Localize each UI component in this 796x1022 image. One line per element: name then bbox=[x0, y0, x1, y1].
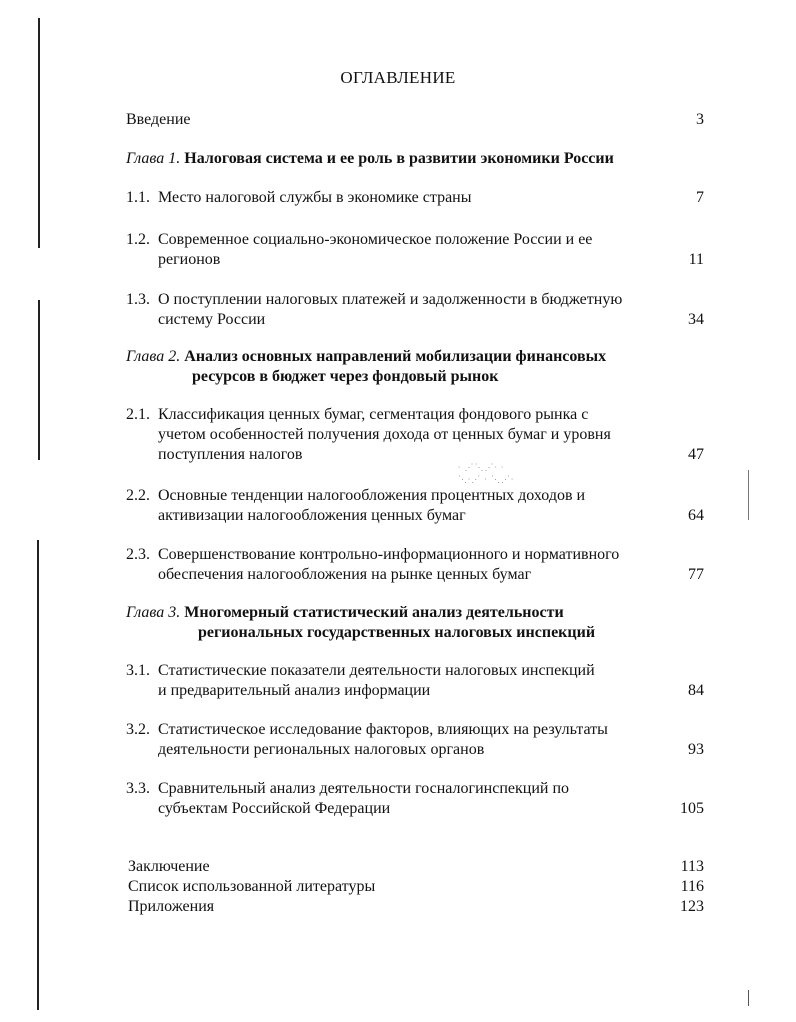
section-number: 2.3. bbox=[126, 546, 150, 563]
chapter-prefix: Глава 1. bbox=[126, 150, 181, 167]
section-number: 2.1. bbox=[126, 406, 150, 423]
scan-noise: ⋱∙⋰ ∙ ⋱⋰∙ bbox=[458, 474, 515, 484]
section-title-line: Классификация ценных бумаг, сегментация фондового рынка с bbox=[158, 406, 589, 423]
section-title-line: Статистические показатели деятельности налоговых инспекций bbox=[158, 662, 595, 679]
chapter-title-line: ресурсов в бюджет через фондовый рынок bbox=[192, 368, 499, 385]
page-number: 105 bbox=[680, 800, 704, 817]
page-number: 34 bbox=[688, 311, 704, 328]
chapter-title-line: региональных государственных налоговых инспекций bbox=[198, 624, 596, 641]
section-title-line: поступления налогов bbox=[158, 446, 303, 463]
chapter-prefix: Глава 3. bbox=[126, 604, 181, 621]
scan-edge-line bbox=[37, 540, 39, 1010]
section-number: 3.1. bbox=[126, 662, 150, 679]
page-number: 3 bbox=[696, 111, 704, 128]
page-number: 84 bbox=[688, 682, 704, 699]
section-title-line: Место налоговой службы в экономике страны bbox=[158, 189, 472, 206]
scan-edge-line bbox=[748, 990, 749, 1006]
page-number: 123 bbox=[680, 898, 704, 915]
section-number: 2.2. bbox=[126, 487, 150, 504]
section-title-line: активизации налогообложения ценных бумаг bbox=[158, 507, 466, 524]
chapter-title-line: Анализ основных направлений мобилизации финансовых bbox=[184, 348, 607, 365]
section-title-line: и предварительный анализ информации bbox=[158, 682, 431, 699]
section-title-line: учетом особенностей получения дохода от ценных бумаг и уровня bbox=[158, 426, 611, 443]
section-number: 1.2. bbox=[126, 231, 150, 248]
scan-edge-line bbox=[38, 18, 40, 248]
page-number: 11 bbox=[688, 251, 704, 268]
section-number: 3.2. bbox=[126, 721, 150, 738]
toc-entry-label: Заключение bbox=[128, 858, 210, 875]
chapter-heading bbox=[126, 603, 564, 623]
section-title-line: деятельности региональных налоговых органов bbox=[158, 741, 485, 758]
section-title-line: регионов bbox=[158, 251, 221, 268]
page-number: 113 bbox=[680, 858, 704, 875]
section-title-line: Статистическое исследование факторов, влияющих на результаты bbox=[158, 721, 608, 738]
section-title-line: Совершенствование контрольно-информационного и нормативного bbox=[158, 546, 620, 563]
page-number: 7 bbox=[696, 189, 704, 206]
section-title-line: Современное социально-экономическое положение России и ее bbox=[158, 231, 593, 248]
chapter-title-line: Налоговая система и ее роль в развитии экономики России bbox=[184, 150, 614, 167]
page-title: ОГЛАВЛЕНИЕ bbox=[340, 68, 456, 87]
chapter-title-line: Многомерный статистический анализ деятельности bbox=[184, 604, 564, 621]
chapter-heading bbox=[126, 149, 614, 169]
section-title-line: Основные тенденции налогообложения процентных доходов и bbox=[158, 487, 586, 504]
section-title-line: систему России bbox=[158, 311, 266, 328]
section-number: 1.3. bbox=[126, 291, 150, 308]
scan-edge-line bbox=[748, 470, 749, 520]
page-number: 93 bbox=[688, 741, 704, 758]
page-number: 64 bbox=[688, 507, 704, 524]
page-number: 77 bbox=[688, 566, 704, 583]
scan-noise: ∙ ⋰⋱⋰∙ ∙ bbox=[458, 462, 505, 472]
chapter-prefix: Глава 2. bbox=[126, 348, 181, 365]
section-title-line: О поступлении налоговых платежей и задолженности в бюджетную bbox=[158, 291, 623, 308]
section-title-line: обеспечения налогообложения на рынке ценных бумаг bbox=[158, 566, 532, 583]
page-number: 47 bbox=[688, 446, 704, 463]
page-number: 116 bbox=[680, 878, 704, 895]
toc-entry-label: Приложения bbox=[128, 898, 215, 915]
toc-entry-label: Список использованной литературы bbox=[128, 878, 376, 895]
chapter-heading bbox=[126, 347, 606, 367]
section-number: 3.3. bbox=[126, 780, 150, 797]
section-title-line: субъектам Российской Федерации bbox=[158, 800, 391, 817]
section-title-line: Сравнительный анализ деятельности госналогинспекций по bbox=[158, 780, 569, 797]
scan-edge-line bbox=[38, 300, 40, 460]
section-number: 1.1. bbox=[126, 189, 150, 206]
toc-entry-label: Введение bbox=[126, 111, 191, 128]
